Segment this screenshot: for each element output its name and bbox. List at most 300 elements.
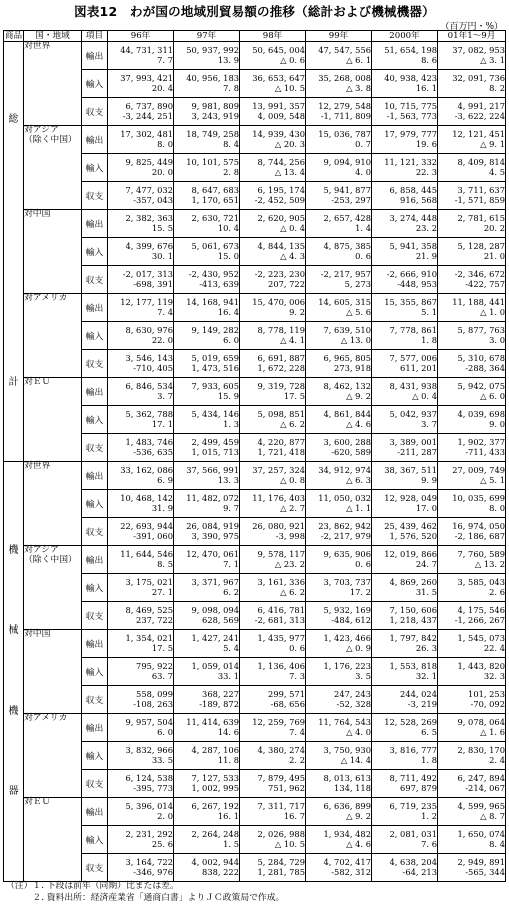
value-change: 2. 2: [289, 754, 305, 765]
value-change: 6. 9: [157, 474, 173, 485]
value-cell: [372, 798, 438, 826]
value-amount: 9, 319, 728: [257, 381, 305, 391]
value-amount: -2, 217, 957: [320, 269, 371, 279]
item-cell: 輸出: [82, 798, 108, 826]
value-amount: 5, 128, 287: [457, 241, 505, 251]
value-amount: 2, 830, 170: [457, 745, 505, 755]
value-amount: 9, 635, 906: [323, 549, 371, 559]
value-cell: [372, 154, 438, 182]
value-amount: 10, 715, 775: [384, 101, 437, 111]
value-cell: [306, 182, 372, 210]
value-amount: 4, 869, 260: [389, 577, 437, 587]
value-cell: [240, 490, 306, 518]
value-cell: [174, 770, 240, 798]
value-amount: 18, 749, 258: [186, 129, 239, 139]
value-cell: [174, 322, 240, 350]
value-cell: [372, 126, 438, 154]
value-amount: -2, 346, 672: [454, 269, 505, 279]
value-amount: 8, 013, 613: [323, 773, 371, 783]
value-amount: 3, 164, 722: [125, 857, 173, 867]
value-change: 17. 5: [151, 642, 173, 653]
value-cell: [240, 238, 306, 266]
value-amount: 34, 912, 974: [318, 465, 371, 475]
value-cell: [240, 154, 306, 182]
value-change: 7. 6: [421, 838, 437, 849]
value-cell: [240, 182, 306, 210]
item-cell: 輸入: [82, 406, 108, 434]
value-change: 4, 009, 548: [257, 110, 305, 121]
value-cell: [438, 854, 506, 882]
value-change: 7. 8: [223, 82, 239, 93]
value-cell: [372, 238, 438, 266]
value-change: △ 3. 8: [346, 82, 371, 93]
value-change: -253, 297: [331, 194, 371, 205]
value-cell: [174, 350, 240, 378]
value-change: -52, 328: [336, 698, 371, 709]
value-cell: [306, 602, 372, 630]
value-cell: [438, 798, 506, 826]
value-cell: [306, 378, 372, 406]
value-change: 1, 576, 520: [389, 530, 437, 541]
value-cell: [372, 70, 438, 98]
region-name: 対アメリカ: [24, 293, 68, 303]
item-cell: 収支: [82, 518, 108, 546]
value-amount: 7, 477, 032: [125, 185, 173, 195]
value-amount: 44, 731, 311: [120, 45, 173, 55]
note-line: （注）１. 下段は前年（同期）比または差。: [6, 881, 179, 891]
value-change: 20. 4: [151, 82, 173, 93]
value-cell: [438, 462, 506, 490]
value-amount: 3, 274, 448: [389, 213, 437, 223]
value-cell: [438, 630, 506, 658]
value-cell: [174, 658, 240, 686]
value-change: 134, 118: [334, 782, 371, 793]
region-cell: [24, 630, 82, 714]
value-cell: [240, 770, 306, 798]
value-cell: [240, 210, 306, 238]
value-amount: 6, 965, 805: [323, 353, 371, 363]
value-change: -3, 622, 224: [454, 110, 505, 121]
value-change: △ 10. 5: [274, 838, 305, 849]
header-cell: 01年1～9月: [438, 31, 506, 42]
value-change: △ 8. 7: [480, 810, 505, 821]
value-amount: 9, 957, 504: [125, 717, 173, 727]
value-change: △ 6. 3: [346, 474, 371, 485]
value-change: 17. 5: [283, 390, 305, 401]
value-change: -620, 589: [331, 446, 371, 457]
value-change: 1, 015, 713: [191, 446, 239, 457]
value-amount: 8, 409, 814: [457, 157, 505, 167]
value-cell: [438, 826, 506, 854]
value-cell: [438, 714, 506, 742]
value-amount: 11, 414, 639: [186, 717, 239, 727]
table-body: [4, 42, 506, 882]
item-cell: 輸入: [82, 490, 108, 518]
value-change: -536, 635: [133, 446, 173, 457]
value-amount: 4, 875, 385: [323, 241, 371, 251]
value-amount: 5, 362, 788: [125, 409, 173, 419]
value-cell: [240, 462, 306, 490]
value-amount: 37, 257, 324: [252, 465, 305, 475]
value-cell: [108, 574, 174, 602]
value-cell: [108, 322, 174, 350]
value-cell: [438, 266, 506, 294]
item-cell: 輸出: [82, 378, 108, 406]
value-amount: 8, 744, 256: [257, 157, 305, 167]
item-cell: 輸出: [82, 546, 108, 574]
value-change: -214, 067: [465, 782, 505, 793]
value-cell: [372, 434, 438, 462]
value-amount: 3, 600, 288: [323, 437, 371, 447]
value-amount: 6, 719, 235: [389, 801, 437, 811]
value-change: -108, 263: [133, 698, 173, 709]
value-cell: [306, 770, 372, 798]
item-cell: 輸出: [82, 210, 108, 238]
value-amount: 2, 781, 615: [457, 213, 505, 223]
value-cell: [306, 518, 372, 546]
value-amount: 5, 042, 937: [389, 409, 437, 419]
value-cell: [306, 210, 372, 238]
value-cell: [438, 350, 506, 378]
value-change: -2, 217, 979: [320, 530, 371, 541]
value-cell: [372, 490, 438, 518]
value-amount: 7, 778, 861: [389, 325, 437, 335]
category-char: 機: [8, 705, 19, 717]
value-change: 63. 7: [151, 670, 173, 681]
value-change: -357, 043: [133, 194, 173, 205]
table-row: [4, 630, 506, 658]
value-change: -395, 773: [133, 782, 173, 793]
value-change: △ 6. 2: [280, 418, 305, 429]
value-cell: [174, 518, 240, 546]
header-cell: 97年: [174, 31, 240, 42]
value-cell: [174, 546, 240, 574]
value-change: 9. 7: [223, 502, 239, 513]
value-amount: 5, 284, 729: [257, 857, 305, 867]
page-title: 図表12 わが国の地域別貿易額の推移（総計および機械機器）: [74, 4, 435, 19]
value-cell: [372, 854, 438, 882]
value-cell: [174, 826, 240, 854]
value-amount: -2, 223, 230: [254, 269, 305, 279]
value-amount: 11, 764, 543: [318, 717, 371, 727]
value-amount: 9, 578, 117: [257, 549, 305, 559]
value-change: -711, 433: [465, 446, 505, 457]
table-row: [4, 546, 506, 574]
value-amount: 6, 636, 899: [323, 801, 371, 811]
value-amount: 1, 934, 482: [323, 829, 371, 839]
value-cell: [174, 462, 240, 490]
value-change: 8. 0: [489, 502, 505, 513]
value-amount: 558, 099: [136, 689, 173, 699]
value-amount: 14, 168, 941: [186, 297, 239, 307]
value-amount: 2, 630, 721: [191, 213, 239, 223]
value-change: 8. 5: [157, 558, 173, 569]
value-cell: [174, 686, 240, 714]
value-change: 628, 569: [202, 614, 239, 625]
value-amount: 50, 937, 992: [186, 45, 239, 55]
value-change: 15. 9: [217, 390, 239, 401]
value-amount: 14, 605, 315: [318, 297, 371, 307]
value-change: 5. 1: [421, 306, 437, 317]
value-amount: 4, 991, 217: [457, 101, 505, 111]
value-amount: 5, 942, 075: [457, 381, 505, 391]
value-cell: [306, 630, 372, 658]
value-amount: 2, 499, 459: [191, 437, 239, 447]
table-row: [4, 42, 506, 70]
value-cell: [438, 42, 506, 70]
value-amount: 247, 243: [334, 689, 371, 699]
value-cell: [372, 742, 438, 770]
value-cell: [306, 126, 372, 154]
value-change: 26. 3: [415, 642, 437, 653]
value-cell: [372, 602, 438, 630]
value-change: 3. 0: [489, 334, 505, 345]
value-cell: [240, 798, 306, 826]
value-change: 697, 879: [400, 782, 437, 793]
value-cell: [174, 602, 240, 630]
value-change: △ 2. 7: [280, 502, 305, 513]
region-cell: [24, 798, 82, 882]
value-cell: [240, 294, 306, 322]
value-amount: 12, 259, 769: [252, 717, 305, 727]
value-cell: [306, 658, 372, 686]
value-change: 25. 6: [151, 838, 173, 849]
value-change: 1, 218, 437: [389, 614, 437, 625]
value-change: -189, 872: [199, 698, 239, 709]
value-change: 30. 1: [151, 250, 173, 261]
value-cell: [306, 546, 372, 574]
value-change: 1, 002, 995: [191, 782, 239, 793]
value-change: △ 1. 6: [480, 726, 505, 737]
value-cell: [108, 686, 174, 714]
value-change: -448, 953: [397, 278, 437, 289]
value-amount: 6, 858, 445: [389, 185, 437, 195]
value-cell: [438, 658, 506, 686]
value-cell: [306, 294, 372, 322]
value-amount: -2, 430, 952: [188, 269, 239, 279]
value-change: 6. 0: [157, 726, 173, 737]
value-amount: 37, 082, 953: [452, 45, 505, 55]
value-cell: [174, 238, 240, 266]
value-amount: 2, 231, 292: [125, 829, 173, 839]
value-amount: 12, 177, 119: [120, 297, 173, 307]
value-amount: 11, 050, 032: [318, 493, 371, 503]
value-amount: 12, 928, 049: [384, 493, 437, 503]
value-cell: [174, 182, 240, 210]
table-row: [4, 294, 506, 322]
region-name: （除く中国）: [24, 554, 77, 565]
value-cell: [108, 378, 174, 406]
value-change: △ 5. 6: [346, 306, 371, 317]
value-cell: [174, 798, 240, 826]
value-cell: [372, 182, 438, 210]
region-name: 対中国: [24, 629, 51, 639]
value-cell: [174, 742, 240, 770]
value-change: 11. 8: [217, 754, 239, 765]
header-cell: 98年: [240, 31, 306, 42]
value-amount: 32, 091, 736: [452, 73, 505, 83]
value-amount: 299, 571: [268, 689, 305, 699]
value-amount: -2, 666, 910: [386, 269, 437, 279]
value-amount: 10, 035, 699: [452, 493, 505, 503]
value-amount: 12, 121, 451: [452, 129, 505, 139]
value-change: △ 3. 1: [480, 54, 505, 65]
value-cell: [108, 658, 174, 686]
header-cell: 国・地域: [24, 31, 82, 42]
value-amount: 5, 019, 659: [191, 353, 239, 363]
value-change: 1, 721, 418: [257, 446, 305, 457]
value-amount: 6, 267, 192: [191, 801, 239, 811]
region-name: 対ＥＵ: [24, 377, 51, 387]
value-change: 7. 4: [157, 306, 173, 317]
header-cell: 96年: [108, 31, 174, 42]
value-change: △ 9. 2: [346, 810, 371, 821]
category-char: 計: [8, 376, 19, 388]
value-amount: 3, 832, 966: [125, 745, 173, 755]
value-change: -346, 976: [133, 866, 173, 877]
value-change: △ 6. 2: [280, 586, 305, 597]
value-amount: 9, 825, 449: [125, 157, 173, 167]
value-change: -70, 092: [470, 698, 505, 709]
value-amount: 9, 094, 910: [323, 157, 371, 167]
value-cell: [306, 238, 372, 266]
value-cell: [108, 854, 174, 882]
value-change: 16. 4: [217, 306, 239, 317]
value-change: -1, 571, 859: [454, 194, 505, 205]
value-amount: 10, 101, 575: [186, 157, 239, 167]
value-amount: 7, 311, 717: [257, 801, 305, 811]
value-amount: 5, 877, 763: [457, 325, 505, 335]
value-change: 8. 0: [157, 138, 173, 149]
value-cell: [306, 742, 372, 770]
value-change: 33. 1: [217, 670, 239, 681]
value-change: △ 4. 0: [346, 726, 371, 737]
value-cell: [240, 714, 306, 742]
value-amount: 7, 639, 510: [323, 325, 371, 335]
value-change: 0. 6: [289, 642, 305, 653]
value-change: 4. 5: [489, 166, 505, 177]
value-cell: [174, 854, 240, 882]
value-cell: [438, 546, 506, 574]
region-name: 対アジア: [24, 125, 59, 135]
value-change: -3, 219: [407, 698, 437, 709]
header-cell: 商品: [4, 31, 23, 41]
value-cell: [372, 770, 438, 798]
value-cell: [174, 294, 240, 322]
value-amount: 9, 149, 282: [191, 325, 239, 335]
value-change: 3. 7: [157, 390, 173, 401]
value-amount: 23, 862, 942: [318, 521, 371, 531]
value-amount: 1, 176, 223: [323, 661, 371, 671]
value-change: -3, 998: [275, 530, 305, 541]
value-change: 33. 5: [151, 754, 173, 765]
value-change: △ 1. 0: [480, 306, 505, 317]
value-cell: [240, 630, 306, 658]
value-change: -422, 757: [465, 278, 505, 289]
value-change: 8. 4: [489, 838, 505, 849]
value-amount: 2, 382, 363: [125, 213, 173, 223]
value-cell: [438, 602, 506, 630]
value-amount: 25, 439, 462: [384, 521, 437, 531]
value-cell: [108, 434, 174, 462]
item-cell: 輸出: [82, 630, 108, 658]
value-amount: 368, 227: [202, 689, 239, 699]
value-amount: 2, 620, 905: [257, 213, 305, 223]
value-cell: [372, 518, 438, 546]
value-amount: 1, 059, 014: [191, 661, 239, 671]
value-change: △ 4. 1: [280, 334, 305, 345]
value-cell: [438, 742, 506, 770]
value-cell: [438, 378, 506, 406]
value-amount: 3, 816, 777: [389, 745, 437, 755]
value-amount: 244, 024: [400, 689, 437, 699]
value-amount: 16, 974, 050: [452, 521, 505, 531]
value-amount: 1, 553, 818: [389, 661, 437, 671]
value-change: 21. 0: [483, 250, 505, 261]
value-amount: 11, 176, 403: [252, 493, 305, 503]
value-cell: [306, 574, 372, 602]
item-cell: 収支: [82, 266, 108, 294]
value-amount: 27, 009, 749: [452, 465, 505, 475]
value-change: 21. 9: [415, 250, 437, 261]
value-cell: [438, 238, 506, 266]
value-cell: [306, 322, 372, 350]
value-change: 9. 2: [289, 306, 305, 317]
value-change: △ 5. 1: [480, 474, 505, 485]
value-cell: [240, 434, 306, 462]
region-name: 対アメリカ: [24, 713, 68, 723]
value-cell: [108, 518, 174, 546]
value-amount: 8, 469, 525: [125, 605, 173, 615]
value-cell: [240, 42, 306, 70]
item-cell: 輸入: [82, 826, 108, 854]
value-change: △ 0. 9: [346, 642, 371, 653]
value-change: 9. 0: [489, 418, 505, 429]
value-amount: 8, 462, 132: [323, 381, 371, 391]
value-change: △ 4. 3: [280, 250, 305, 261]
value-change: △ 0. 4: [412, 390, 437, 401]
value-amount: 11, 482, 072: [186, 493, 239, 503]
value-cell: [108, 126, 174, 154]
region-cell: [24, 210, 82, 294]
value-change: -64, 213: [402, 866, 437, 877]
value-change: △ 0. 6: [280, 54, 305, 65]
value-cell: [372, 98, 438, 126]
value-cell: [240, 742, 306, 770]
region-cell: [24, 714, 82, 798]
value-amount: 1, 423, 466: [323, 633, 371, 643]
value-cell: [108, 238, 174, 266]
table-row: [4, 210, 506, 238]
value-cell: [306, 798, 372, 826]
value-amount: 7, 933, 605: [191, 381, 239, 391]
value-cell: [438, 294, 506, 322]
value-amount: 50, 645, 004: [252, 45, 305, 55]
value-cell: [108, 490, 174, 518]
value-cell: [240, 518, 306, 546]
value-amount: 4, 287, 106: [191, 745, 239, 755]
item-cell: 収支: [82, 182, 108, 210]
table-row: [4, 378, 506, 406]
value-amount: 4, 599, 965: [457, 801, 505, 811]
value-cell: [438, 98, 506, 126]
value-change: -710, 405: [133, 362, 173, 373]
value-amount: 14, 939, 430: [252, 129, 305, 139]
value-cell: [174, 406, 240, 434]
value-amount: 40, 938, 423: [384, 73, 437, 83]
value-amount: 4, 002, 944: [191, 857, 239, 867]
value-amount: 1, 443, 820: [457, 661, 505, 671]
